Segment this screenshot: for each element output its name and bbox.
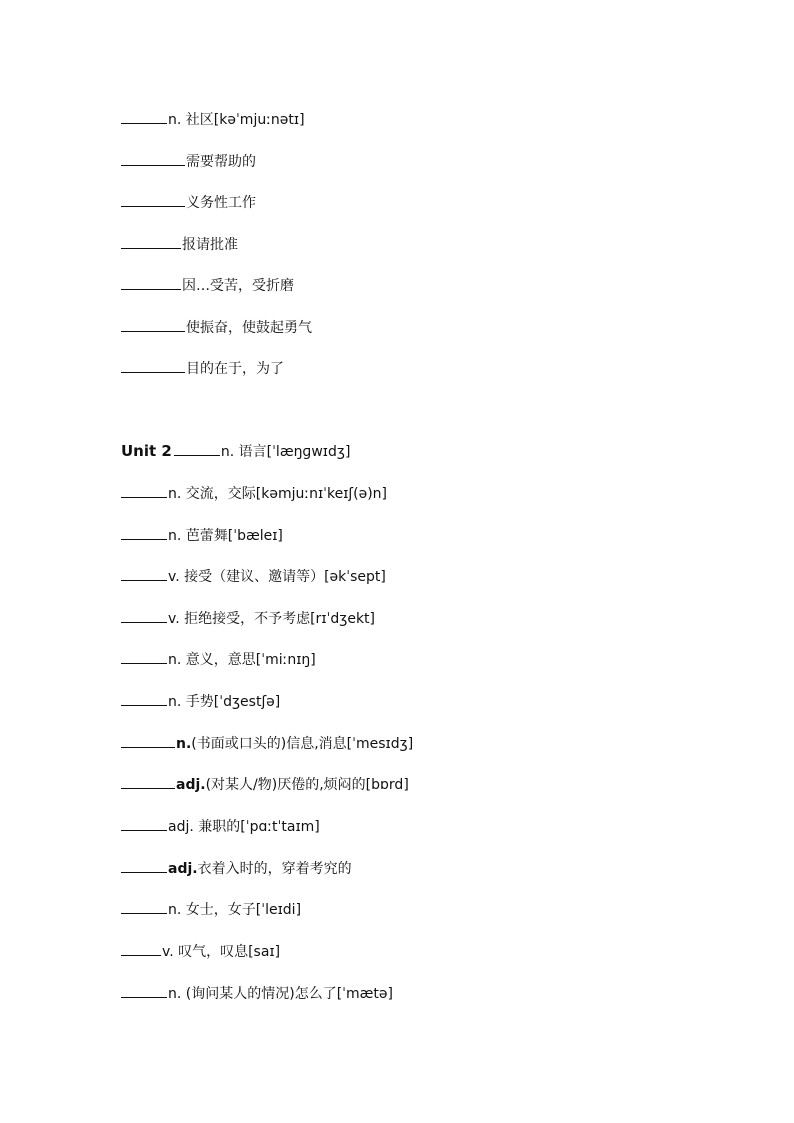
vocab-definition: 衣着入时的，穿着考究的 xyxy=(197,861,352,877)
answer-blank[interactable] xyxy=(121,941,161,956)
answer-blank[interactable] xyxy=(121,816,167,831)
vocab-definition: n. 手势[ˈdʒestʃə] xyxy=(168,694,281,710)
vocab-definition: 义务性工作 xyxy=(186,195,256,211)
vocab-line xyxy=(121,525,283,546)
vocab-line xyxy=(121,941,280,962)
vocab-line xyxy=(121,858,352,879)
vocab-definition: 目的在于，为了 xyxy=(186,361,284,377)
vocab-line xyxy=(121,358,284,379)
vocab-definition: 因…受苦，受折磨 xyxy=(182,278,294,294)
answer-blank[interactable] xyxy=(121,691,167,706)
answer-blank[interactable] xyxy=(121,608,167,623)
vocab-line xyxy=(121,983,393,1004)
answer-blank[interactable] xyxy=(121,858,167,873)
vocab-line xyxy=(121,109,305,130)
vocab-line xyxy=(121,275,294,296)
answer-blank[interactable] xyxy=(121,275,181,290)
vocab-line xyxy=(121,234,238,255)
vocab-line xyxy=(121,691,280,712)
vocab-line xyxy=(121,151,256,172)
unit-heading-line xyxy=(121,441,350,462)
part-of-speech: n. xyxy=(176,736,192,752)
vocab-definition: 使振奋，使鼓起勇气 xyxy=(186,320,312,336)
answer-blank[interactable] xyxy=(121,109,167,124)
answer-blank[interactable] xyxy=(121,983,167,998)
vocab-definition: n. 交流，交际[kəmjuːnɪˈkeɪʃ(ə)n] xyxy=(168,486,387,502)
answer-blank[interactable] xyxy=(121,483,167,498)
unit-label: Unit 2 xyxy=(121,442,172,460)
vocab-definition: v. 拒绝接受，不予考虑[rɪˈdʒekt] xyxy=(168,611,376,627)
answer-blank[interactable] xyxy=(121,566,167,581)
vocab-line xyxy=(121,733,413,754)
vocab-definition: n. 社区[kəˈmjuːnətɪ] xyxy=(168,112,305,128)
vocab-line xyxy=(121,774,409,795)
vocab-line xyxy=(121,608,375,629)
answer-blank[interactable] xyxy=(121,899,167,914)
vocab-line xyxy=(121,317,312,338)
answer-blank[interactable] xyxy=(121,151,185,166)
vocab-definition: n. 语言[ˈlæŋɡwɪdʒ] xyxy=(220,444,351,460)
part-of-speech: adj. xyxy=(176,777,206,793)
vocab-definition: adj. 兼职的[ˈpɑːtˈtaɪm] xyxy=(168,819,320,835)
vocab-line xyxy=(121,899,301,920)
answer-blank[interactable] xyxy=(121,774,175,789)
answer-blank[interactable] xyxy=(121,358,185,373)
vocab-line xyxy=(121,649,316,670)
answer-blank[interactable] xyxy=(121,234,181,249)
vocab-line xyxy=(121,566,386,587)
vocab-definition: n. 芭蕾舞[ˈbæleɪ] xyxy=(168,528,283,544)
vocab-line xyxy=(121,816,320,837)
answer-blank[interactable] xyxy=(174,441,220,456)
part-of-speech: adj. xyxy=(168,861,198,877)
vocab-definition: 需要帮助的 xyxy=(186,154,256,170)
vocab-definition: v. 叹气，叹息[saɪ] xyxy=(162,944,281,960)
vocab-line xyxy=(121,192,256,213)
vocab-definition: n. (询问某人的情况)怎么了[ˈmætə] xyxy=(168,986,393,1002)
vocab-definition: v. 接受（建议、邀请等）[əkˈsept] xyxy=(168,569,386,585)
vocab-definition: (对某人/物)厌倦的,烦闷的[bɒrd] xyxy=(205,777,409,793)
answer-blank[interactable] xyxy=(121,192,185,207)
answer-blank[interactable] xyxy=(121,317,185,332)
vocab-line xyxy=(121,483,387,504)
answer-blank[interactable] xyxy=(121,649,167,664)
vocab-definition: n. 女士，女子[ˈleɪdi] xyxy=(168,902,302,918)
answer-blank[interactable] xyxy=(121,525,167,540)
vocab-definition: 报请批准 xyxy=(182,237,238,253)
vocab-definition: (书面或口头的)信息,消息[ˈmesɪdʒ] xyxy=(191,736,414,752)
vocab-definition: n. 意义，意思[ˈmiːnɪŋ] xyxy=(168,652,316,668)
answer-blank[interactable] xyxy=(121,733,175,748)
